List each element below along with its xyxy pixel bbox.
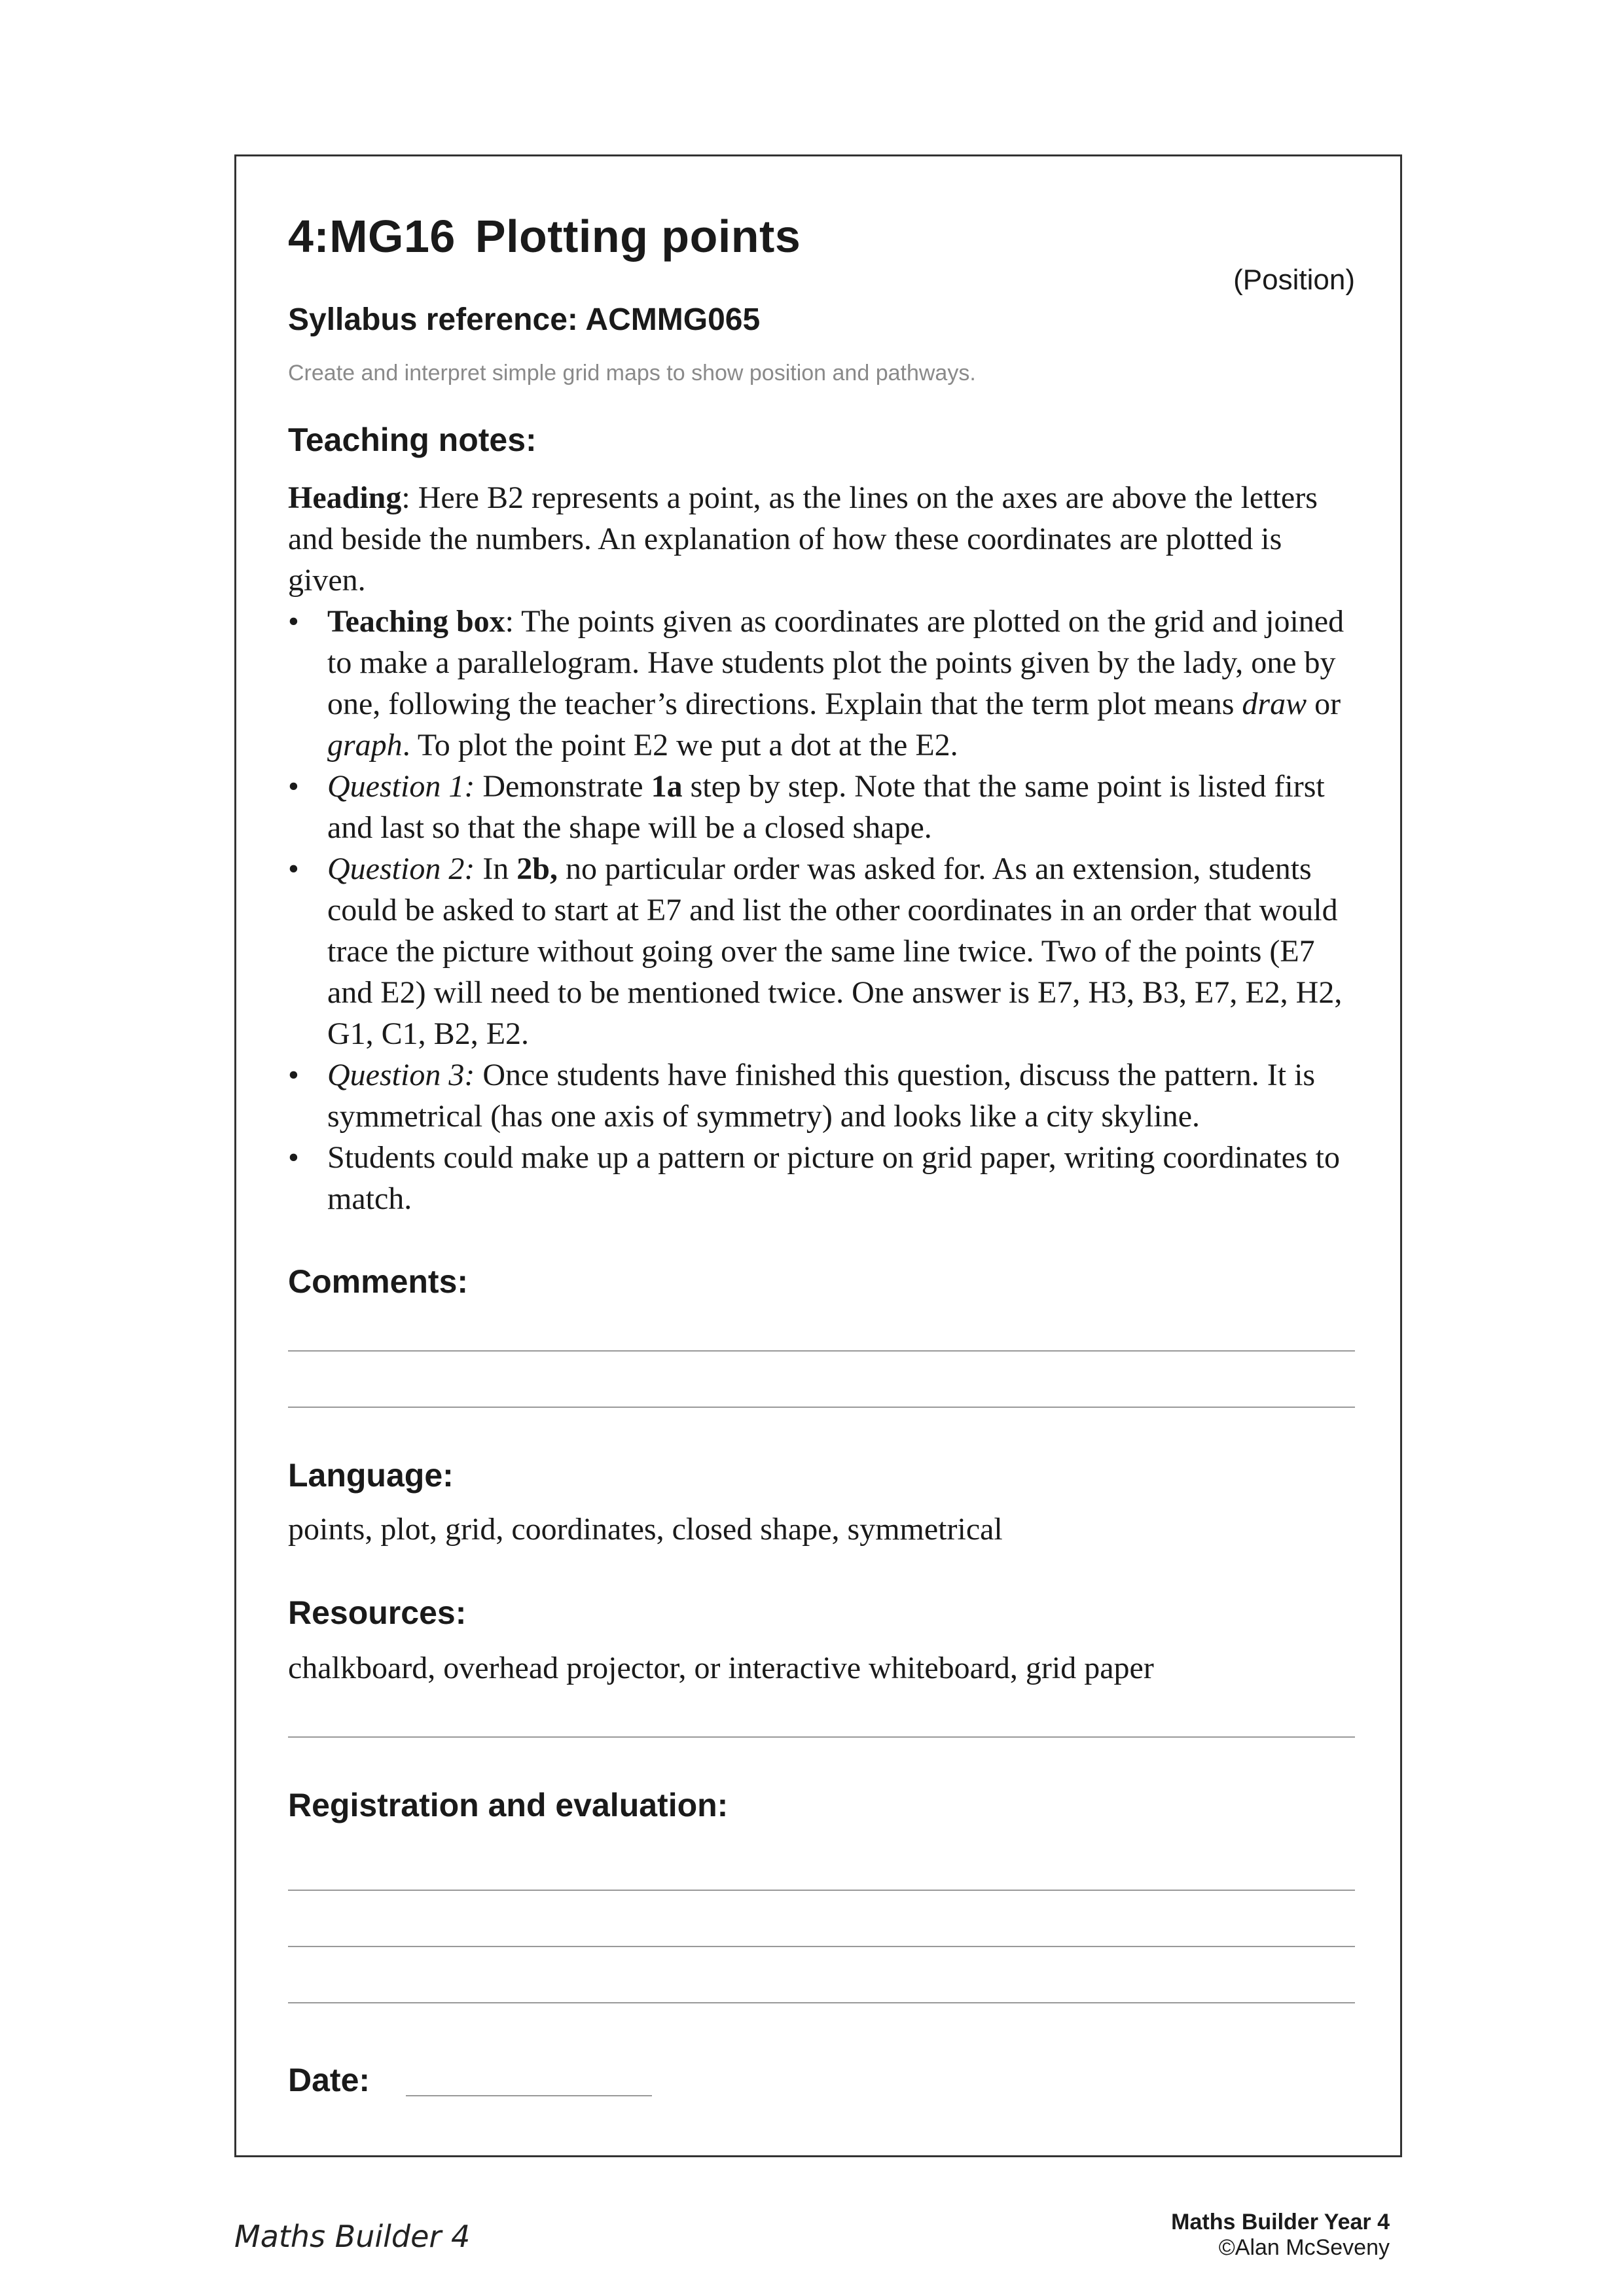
list-item <box>288 848 1355 1054</box>
b4-question: Question 3: <box>327 1058 475 1092</box>
intro-text: : Here B2 represents a point, as the lines on the axes are above the letters and beside the numbers. An explanation of how these coordinates are plotted is given. <box>288 480 1318 598</box>
comment-line <box>288 1350 1355 1352</box>
syllabus-reference: Syllabus reference: ACMMG065 <box>288 302 761 337</box>
comment-line <box>288 1407 1355 1408</box>
b1-text-or: or <box>1307 687 1341 721</box>
syllabus-description: Create and interpret simple grid maps to show position and pathways. <box>288 361 976 386</box>
footer-credits <box>1171 2210 1390 2261</box>
b2-text-end: step by step. Note that the same point is listed first and last so that the shape will be a closed shape. <box>327 769 1325 845</box>
resources-heading: Resources: <box>288 1594 467 1631</box>
b4-text: Once students have finished this question, discuss the pattern. It is symmetrical (has one axis of symmetry) and looks like a city skyline. <box>327 1058 1316 1134</box>
date-label: Date: <box>288 2062 370 2098</box>
b2-text: Demonstrate <box>475 769 651 804</box>
teaching-notes-body <box>288 477 1355 1219</box>
lesson-code: 4:MG16 <box>288 211 456 262</box>
footer-copyright: ©Alan McSeveny <box>1218 2235 1390 2260</box>
evaluation-line <box>288 1946 1355 1947</box>
b1-bold: Teaching box <box>327 604 505 639</box>
page-title <box>288 210 801 262</box>
intro-bold: Heading <box>288 480 402 515</box>
comments-heading: Comments: <box>288 1263 469 1300</box>
date-field-line <box>406 2095 652 2096</box>
position-label: (Position) <box>1233 264 1355 296</box>
footer-book-title: Maths Builder 4 <box>234 2219 471 2254</box>
resources-text: chalkboard, overhead projector, or interactive whiteboard, grid paper <box>288 1651 1154 1685</box>
evaluation-line <box>288 1890 1355 1891</box>
notes-intro <box>288 477 1355 601</box>
footer-series: Maths Builder Year 4 <box>1171 2210 1390 2234</box>
b3-text-end: no particular order was asked for. As an extension, students could be asked to start at E7 and list the other coordinates in an order that would trace the picture without going over the same line twice. Two of the points (E7 and E2) will need to be mentioned twice. One answer is E7, H3, B3, E7, E2, H2, G1, C1, B2, E2. <box>327 852 1343 1051</box>
b1-text: : The points given as coordinates are plotted on the grid and joined to make a parallelogram. Have students plot the points given by the lady, one by one, following the teacher’s directions. Explain that the term plot means <box>327 604 1344 721</box>
registration-heading: Registration and evaluation: <box>288 1787 729 1823</box>
teaching-notes-heading: Teaching notes: <box>288 422 537 458</box>
list-item <box>288 1054 1355 1137</box>
lesson-title: Plotting points <box>475 211 801 262</box>
b2-bold: 1a <box>651 769 683 804</box>
b5-text: Students could make up a pattern or picture on grid paper, writing coordinates to match. <box>327 1140 1340 1216</box>
b3-text: In <box>475 852 517 886</box>
b1-em-draw: draw <box>1242 687 1307 721</box>
b1-em-graph: graph <box>327 728 403 762</box>
b3-question: Question 2: <box>327 852 475 886</box>
b1-text-end: . To plot the point E2 we put a dot at the E2. <box>402 728 958 762</box>
list-item <box>288 601 1355 766</box>
language-text: points, plot, grid, coordinates, closed shape, symmetrical <box>288 1512 1003 1547</box>
evaluation-line <box>288 2002 1355 2003</box>
notes-list <box>288 601 1355 1219</box>
b3-bold: 2b, <box>516 852 558 886</box>
page-frame <box>234 154 1402 2157</box>
language-heading: Language: <box>288 1457 454 1494</box>
list-item <box>288 1137 1355 1219</box>
divider-line <box>288 1736 1355 1738</box>
b2-question: Question 1: <box>327 769 475 804</box>
list-item <box>288 766 1355 848</box>
